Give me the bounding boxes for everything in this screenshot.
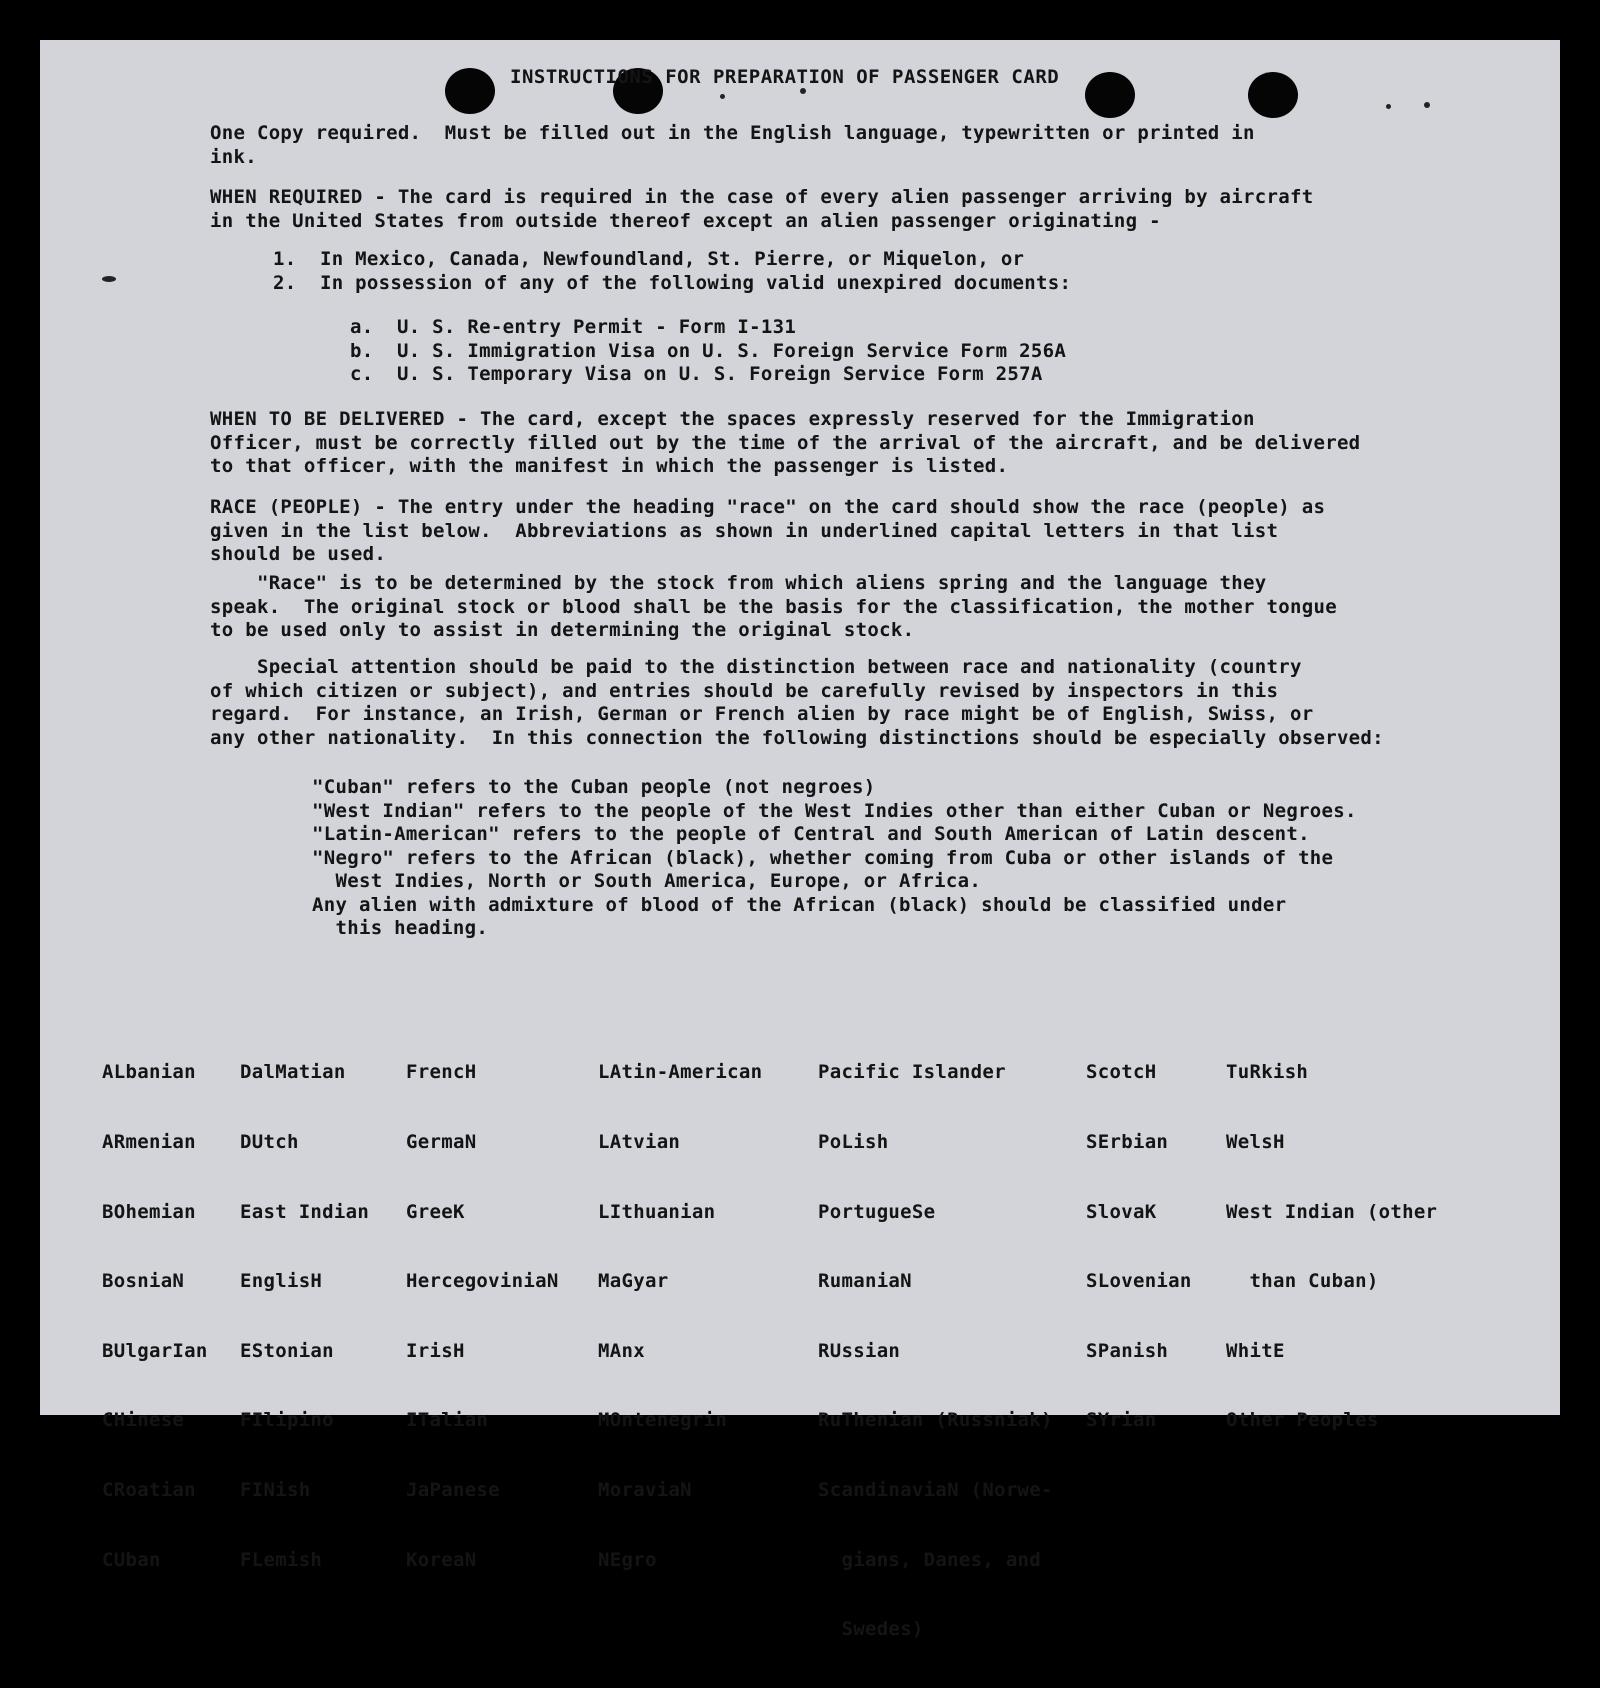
race-item: RuThenian (Russniak) bbox=[818, 1409, 1053, 1432]
race-item: MAnx bbox=[598, 1339, 645, 1362]
speck bbox=[800, 88, 806, 94]
race-item: BUlgarIan bbox=[102, 1339, 208, 1362]
race-item: Other Peoples bbox=[1226, 1409, 1379, 1432]
race-item: KoreaN bbox=[406, 1548, 477, 1571]
race-item: gians, Danes, and bbox=[818, 1548, 1042, 1571]
race-item: SPanish bbox=[1086, 1339, 1169, 1362]
race-item: SYrian bbox=[1086, 1409, 1157, 1432]
race-item: MoraviaN bbox=[598, 1478, 692, 1501]
race-item: HercegoviniaN bbox=[406, 1270, 559, 1293]
race-item: RumaniaN bbox=[818, 1270, 912, 1293]
race-column-4 bbox=[598, 1015, 762, 1618]
punch-hole bbox=[1248, 72, 1298, 118]
race-item: WhitE bbox=[1226, 1339, 1285, 1362]
race-item: West Indian (other bbox=[1226, 1200, 1438, 1223]
race-column-5 bbox=[818, 1015, 1053, 1688]
race-item: EnglisH bbox=[240, 1270, 323, 1293]
documents-list: a. U. S. Re-entry Permit - Form I-131 b. U. S. Immigration Visa on U. S. Foreign Service Form 256A c. U. S. Temporary Visa on U. S. Foreign Service Form 257A bbox=[350, 316, 1067, 385]
race-item: ScandinaviaN (Norwe- bbox=[818, 1478, 1053, 1501]
distinctions-list: "Cuban" refers to the Cuban people (not negroes) "West Indian" refers to the people of the West Indies other than either Cuban or Negroes. "Latin-American" refers to the people of Central and South American of Latin descent. "Negro" refers to the African (black), whether coming from Cuba or other islands of the West Indies, North or South America, Europe, or Africa. Any alien with admixture of blood of the African (black) should be classified under this heading. bbox=[312, 776, 1357, 939]
punch-hole bbox=[445, 68, 495, 114]
race-people-paragraph: RACE (PEOPLE) - The entry under the heading "race" on the card should show the race (people) as given in the list below. Abbreviations as shown in underlined capital letters in that list should be used. bbox=[210, 496, 1326, 565]
race-item: SlovaK bbox=[1086, 1200, 1157, 1223]
race-item: GreeK bbox=[406, 1200, 465, 1223]
race-item: GermaN bbox=[406, 1131, 477, 1153]
when-delivered-paragraph: WHEN TO BE DELIVERED - The card, except the spaces expressly reserved for the Immigration Officer, must be correctly filled out by the time of the arrival of the aircraft, and be delivered to that officer, with the manifest in which the passenger is listed. bbox=[210, 408, 1361, 477]
race-item: ALbanian bbox=[102, 1061, 196, 1084]
speck bbox=[102, 276, 116, 282]
race-item: LAtin-American bbox=[598, 1061, 763, 1084]
special-attention-paragraph: Special attention should be paid to the distinction between race and nationality (country of which citizen or subject), and entries should be carefully revised by inspectors in this regard. For instance, an Irish, German or French alien by race might be of English, Swiss, or any other nationality. In this connection the following distinctions should be especially observed: bbox=[210, 656, 1384, 749]
race-column-6 bbox=[1086, 1015, 1192, 1479]
race-item: East Indian bbox=[240, 1200, 370, 1223]
race-column-7 bbox=[1226, 1015, 1437, 1479]
race-item: CRoatian bbox=[102, 1478, 196, 1501]
race-column-3 bbox=[406, 1015, 559, 1618]
race-item: ITalian bbox=[406, 1409, 489, 1432]
when-required-paragraph: WHEN REQUIRED - The card is required in the case of every alien passenger arriving by aircraft in the United States from outside thereof except an alien passenger originating - bbox=[210, 186, 1314, 232]
race-item: NEgro bbox=[598, 1548, 657, 1571]
race-item: RUssian bbox=[818, 1339, 901, 1362]
race-item: PortugueSe bbox=[818, 1200, 936, 1223]
punch-hole bbox=[1085, 72, 1135, 118]
race-item: LAtvian bbox=[598, 1131, 681, 1153]
race-item: BosniaN bbox=[102, 1270, 185, 1293]
race-column-1 bbox=[102, 1015, 208, 1618]
race-item: EStonian bbox=[240, 1339, 334, 1362]
race-item: FLemish bbox=[240, 1548, 323, 1571]
race-item: FrencH bbox=[406, 1061, 477, 1084]
race-item: Pacific Islander bbox=[818, 1061, 1006, 1084]
intro-paragraph: One Copy required. Must be filled out in the English language, typewritten or printed in ink. bbox=[210, 122, 1255, 168]
required-conditions-list: 1. In Mexico, Canada, Newfoundland, St. Pierre, or Miquelon, or 2. In possession of any of the following valid unexpired documents: bbox=[273, 248, 1072, 294]
race-item: WelsH bbox=[1226, 1131, 1285, 1153]
race-item: CHinese bbox=[102, 1409, 185, 1432]
race-item: LIthuanian bbox=[598, 1200, 716, 1223]
speck bbox=[1386, 104, 1391, 109]
race-item: BOhemian bbox=[102, 1200, 196, 1223]
race-item: TuRkish bbox=[1226, 1061, 1309, 1084]
race-item: ScotcH bbox=[1086, 1061, 1157, 1084]
race-item: DalMatian bbox=[240, 1061, 346, 1084]
race-item: PoLish bbox=[818, 1131, 889, 1153]
race-definition-paragraph: "Race" is to be determined by the stock from which aliens spring and the language they speak. The original stock or blood shall be the basis for the classification, the mother tongue to be used only to assist in determining the original stock. bbox=[210, 572, 1337, 641]
page-title: INSTRUCTIONS FOR PREPARATION OF PASSENGER CARD bbox=[510, 66, 1060, 88]
race-item: Swedes) bbox=[818, 1618, 924, 1641]
race-item: DUtch bbox=[240, 1131, 299, 1153]
race-item: MaGyar bbox=[598, 1270, 669, 1293]
race-item: than Cuban) bbox=[1226, 1270, 1379, 1293]
document-page bbox=[40, 40, 1560, 1641]
speck bbox=[1424, 102, 1430, 108]
race-item: SLovenian bbox=[1086, 1270, 1192, 1293]
race-item: FIlipino bbox=[240, 1409, 334, 1432]
race-item: SErbian bbox=[1086, 1131, 1169, 1153]
race-item: MOntenegrin bbox=[598, 1409, 728, 1432]
race-item: IrisH bbox=[406, 1339, 465, 1362]
race-item: FINish bbox=[240, 1478, 311, 1501]
race-item: CUban bbox=[102, 1548, 161, 1571]
race-item: ARmenian bbox=[102, 1131, 196, 1153]
speck bbox=[720, 94, 725, 99]
race-column-2 bbox=[240, 1015, 369, 1618]
race-item: JaPanese bbox=[406, 1478, 500, 1501]
